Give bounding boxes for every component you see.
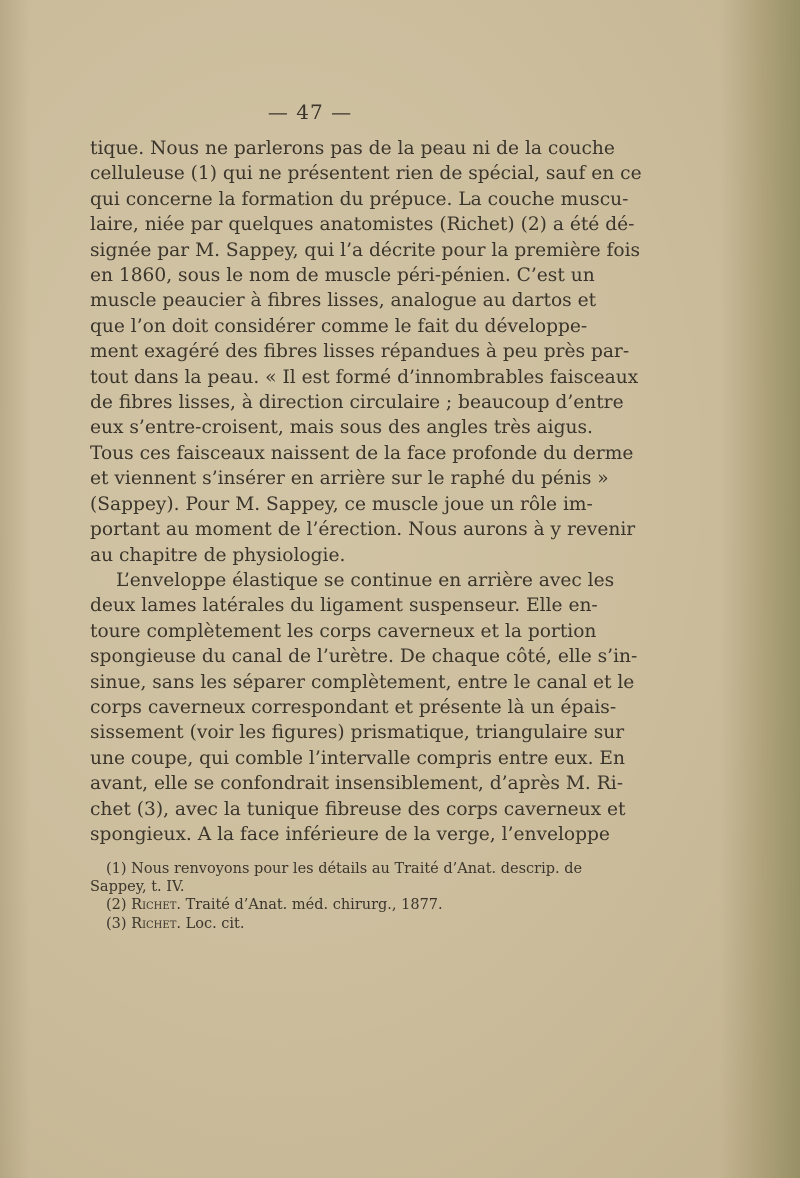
footnote-2-text: . Traité d’Anat. méd. chirurg., 1877. (176, 897, 443, 914)
text-line: signée par M. Sappey, qui l’a décrite pour la première fois (90, 239, 641, 261)
text-line: chet (3), avec la tunique fibreuse des corps caverneux et (90, 798, 626, 820)
page-number: — 47 — (267, 100, 353, 124)
text-line: L’enveloppe élastique se continue en arrière avec les (116, 569, 615, 591)
page-shadow-right (720, 0, 800, 1178)
text-line: sissement (voir les figures) prismatique, triangulaire sur (90, 722, 625, 744)
text-line: et viennent s’insérer en arrière sur le raphé du pénis » (90, 468, 609, 490)
footnote-1-continuation: Sappey, t. IV. (90, 879, 185, 896)
text-line: avant, elle se confondrait insensiblement, d’après M. Ri- (90, 773, 623, 795)
text-line: deux lames latérales du ligament suspenseur. Elle en- (90, 595, 598, 617)
text-line: spongieuse du canal de l’urètre. De chaque côté, elle s’in- (90, 646, 638, 668)
text-line: (Sappey). Pour M. Sappey, ce muscle joue un rôle im- (90, 493, 593, 515)
footnote-3-author: Richet (131, 915, 177, 932)
text-line: que l’on doit considérer comme le fait du développe- (90, 315, 588, 337)
text-line: corps caverneux correspondant et présente là un épais- (90, 696, 617, 718)
text-line: toure complètement les corps caverneux et la portion (90, 620, 597, 642)
text-line: eux s’entre-croisent, mais sous des angles très aigus. (90, 417, 593, 439)
text-line: tout dans la peau. « Il est formé d’innombrables faisceaux (90, 366, 639, 388)
text-line: qui concerne la formation du prépuce. La couche muscu- (90, 188, 629, 210)
text-line: au chapitre de physiologie. (90, 544, 346, 566)
footnote-1: (1) Nous renvoyons pour les détails au Traité d’Anat. descrip. de (106, 861, 583, 877)
text-line: spongieux. A la face inférieure de la verge, l’enveloppe (90, 823, 610, 845)
text-line: tique. Nous ne parlerons pas de la peau ni de la couche (90, 138, 615, 159)
footnote-3 (90, 915, 560, 933)
text-line: sinue, sans les séparer complètement, entre le canal et le (90, 671, 635, 693)
text-line: laire, niée par quelques anatomistes (Richet) (2) a été dé- (90, 214, 635, 236)
text-line: muscle peaucier à fibres lisses, analogue au dartos et (90, 290, 597, 312)
text-line: une coupe, qui comble l’intervalle compris entre eux. En (90, 747, 625, 769)
body-text (90, 136, 642, 847)
text-line: celluleuse (1) qui ne présentent rien de spécial, sauf en ce (90, 163, 642, 185)
footnote-2 (90, 896, 560, 914)
text-line: de fibres lisses, à direction circulaire ; beaucoup d’entre (90, 392, 624, 414)
text-line: ment exagéré des fibres lisses répandues à peu près par- (90, 341, 630, 363)
footnote-2-number: (2) (106, 897, 132, 914)
footnote-2-author: Richet (131, 897, 177, 914)
page-shadow-left (0, 0, 30, 1178)
footnote-3-text: . Loc. cit. (176, 915, 245, 932)
text-line: portant au moment de l’érection. Nous aurons à y revenir (90, 519, 636, 541)
text-line: en 1860, sous le nom de muscle péri-pénien. C’est un (90, 265, 595, 287)
text-line: Tous ces faisceaux naissent de la face profonde du derme (90, 442, 634, 464)
footnote-3-number: (3) (106, 915, 132, 932)
footnotes (90, 860, 583, 933)
